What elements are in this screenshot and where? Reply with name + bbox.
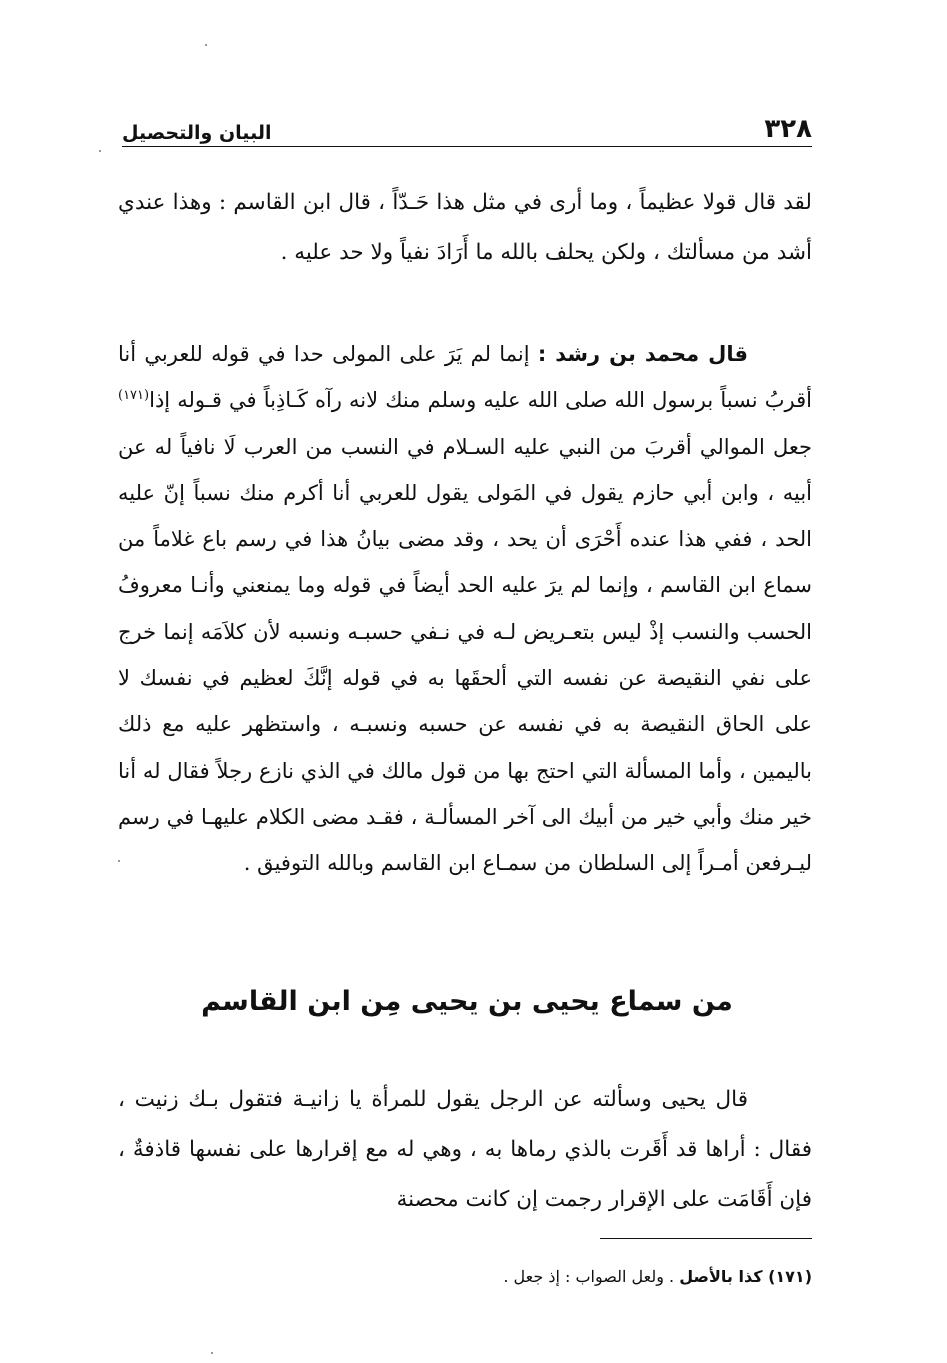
book-title: البيان والتحصيل <box>122 122 272 144</box>
header-rule <box>122 146 812 147</box>
paragraph-1 <box>118 178 812 278</box>
section-heading: من سماع يحيى بن يحيى مِن ابن القاسم <box>201 986 733 1017</box>
page-number: ٣٢٨ <box>764 114 812 144</box>
scan-speck <box>205 44 207 46</box>
running-header <box>122 96 812 144</box>
footnote <box>300 1264 812 1290</box>
paragraph-2-speaker: قال محمد بن رشد : <box>537 342 748 366</box>
paragraph-2-text-part2: جعل الموالي أقربَ من النبي عليه السـلام في النسب من العرب لَا نافياً له عن أبيه ، وابن أبي حازم يقول في المَولى يقول للعربي أنا أكرم منك نسباً إنّ عليه الحد ، ففي هذا عنده أَحْرَى أن يحد ، وقد مضى بيانُ هذا في رسم باع غلاماً من سماع ابن القاسم ، وإنما لم يرَ عليه الحد أيضاً في قوله وما يمنعني وأنـا معروفُ الحسب والنسب إذْ ليس بتعـريض لـه في نـفي حسبـه ونسبه لأن كلاَمَه إنما خرج على نفي النقيصة عن نفسه التي ألحقَها به في قوله إنَّكَ لعظيم في نفسك لا على الحاق النقيصة به في نفسه عن حسبه ونسبـه ، واستظهر عليه مع ذلك باليمين ، وأما المسألة التي احتج بها من قول مالك في الذي نازع رجلاً فقال له أنا خير منك وأبي خير من أبيك الى آخر المسألـة ، فقـد مضى الكلام عليهـا في رسم ليـرفعن أمـراً إلى السلطان من سمـاع ابن القاسم وبالله التوفيق . <box>118 434 812 876</box>
paragraph-1-text: لقد قال قولا عظيماً ، وما أرى في مثل هذا حَـدّاً ، قال ابن القاسم : وهذا عندي أشد من مسألتك ، ولكن يحلف بالله ما أَرَادَ نفياً ولا حد عليه . <box>118 190 812 265</box>
footnote-reference: (١٧١) <box>118 388 150 404</box>
paragraph-2-text-part1: إنما لم يَرَ على المولى حدا في قوله للعربي أنا أقربُ نسباً برسول الله صلى الله عليه وسلم منك لانه رآه كَـاذِباً في قـوله إذا <box>118 342 812 413</box>
scan-speck <box>211 1352 213 1354</box>
paragraph-3-text: قال يحيى وسألته عن الرجل يقول للمرأة يا زانيـة فتقول بـك زنيت ، فقال : أراها قد أَقَرت بالذي رماها به ، وهي له مع إقرارها على نفسها قاذفةٌ ، فإن أَقَامَت على الإقرار رجمت إن كانت محصنة <box>118 1087 812 1212</box>
footnote-text: . ولعل الصواب : إذ جعل . <box>503 1267 675 1286</box>
footnote-label: (١٧١) كذا بالأصل <box>679 1267 812 1286</box>
paragraph-2 <box>118 331 812 887</box>
footnote-rule <box>600 1238 812 1239</box>
scan-speck <box>118 860 120 862</box>
paragraph-3 <box>118 1075 812 1225</box>
scan-speck <box>99 150 101 152</box>
